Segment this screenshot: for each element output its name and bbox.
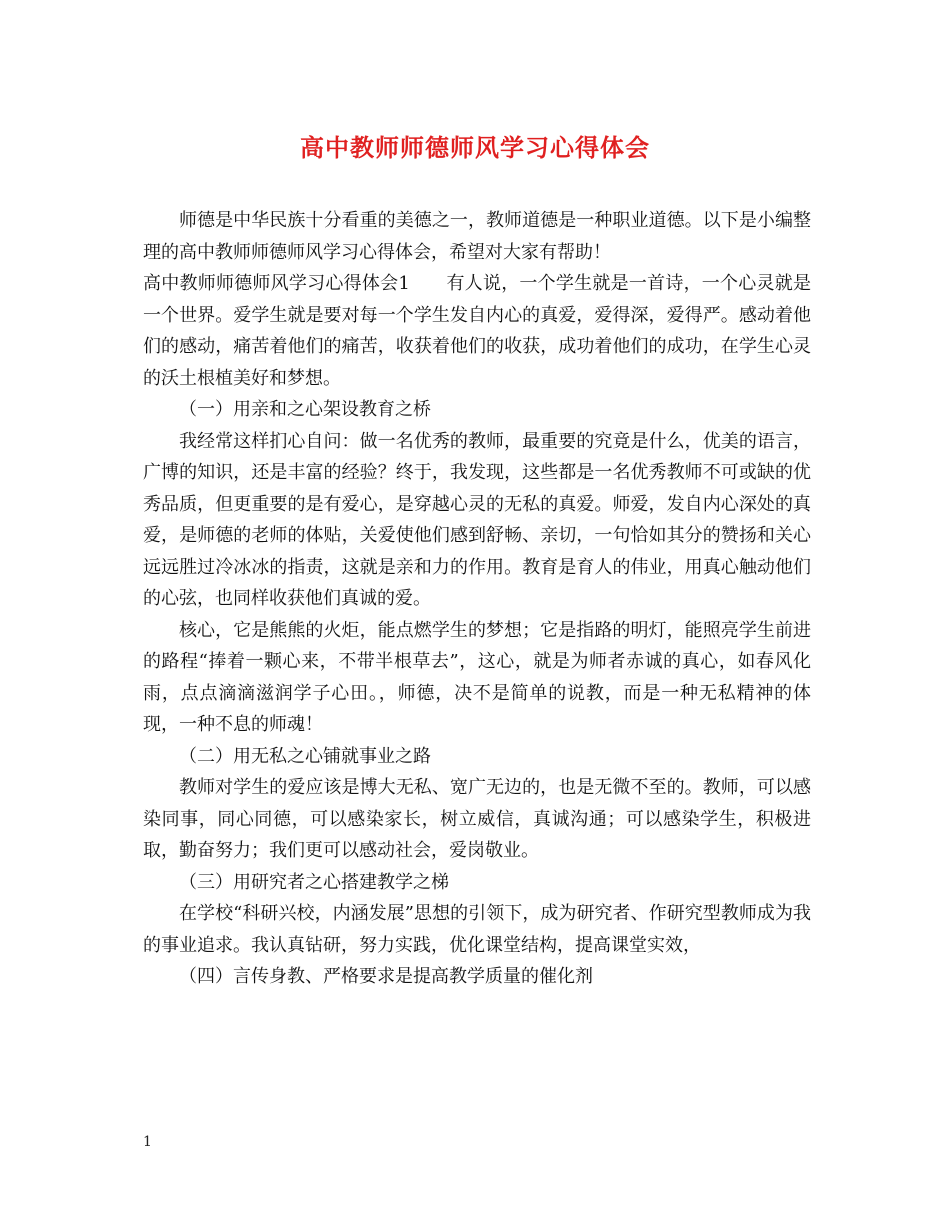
section-heading-2: （二）用无私之心铺就事业之路 (179, 745, 431, 767)
section-heading-1: （一）用亲和之心架设教育之桥 (179, 399, 431, 420)
body-paragraph-4: 在学校“科研兴校，内涵发展”思想的引领下，成为研究者、作研究型教师成为我的事业追求。我认真钻研，努力实践，优化课堂结构，提高课堂实效， (143, 903, 811, 956)
document-body (143, 205, 811, 993)
intro-paragraph: 师德是中华民族十分看重的美德之一，教师道德是一种职业道德。以下是小编整理的高中教师师德师风学习心得体会，希望对大家有帮助！ (143, 210, 811, 263)
document-title: 高中教师师德师风学习心得体会 (300, 133, 650, 162)
body-paragraph-2: 核心，它是熊熊的火炬，能点燃学生的梦想；它是指路的明灯，能照亮学生前进的路程“捧着一颗心来，不带半根草去”，这心，就是为师者赤诚的真心，如春风化雨，点点滴滴滋润学子心田。，师德，决不是简单的说教，而是一种无私精神的体现，一种不息的师魂！ (143, 619, 811, 735)
section-heading-4: （四）言传身教、严格要求是提高教学质量的催化剂 (179, 966, 593, 987)
page-number: 1 (143, 1134, 152, 1150)
section-heading-3: （三）用研究者之心搭建教学之梯 (179, 871, 449, 893)
body-paragraph-3: 教师对学生的爱应该是博大无私、宽广无边的，也是无微不至的。教师，可以感染同事，同心同德，可以感染家长，树立威信，真诚沟通；可以感染学生，积极进取，勤奋努力；我们更可以感动社会，爱岗敬业。 (143, 777, 811, 861)
section1-lead-paragraph: 高中教师师德师风学习心得体会1 有人说，一个学生就是一首诗，一个心灵就是一个世界。爱学生就是要对每一个学生发自内心的真爱，爱得深，爱得严。感动着他们的感动，痛苦着他们的痛苦，收获着他们的收获，成功着他们的成功，在学生心灵的沃土根植美好和梦想。 (143, 273, 811, 389)
body-paragraph-1: 我经常这样扪心自问：做一名优秀的教师，最重要的究竟是什么，优美的语言，广博的知识，还是丰富的经验？终于，我发现，这些都是一名优秀教师不可或缺的优秀品质，但更重要的是有爱心，是穿越心灵的无私的真爱。师爱，发自内心深处的真爱，是师德的老师的体贴，关爱使他们感到舒畅、亲切，一句恰如其分的赞扬和关心远远胜过冷冰冰的指责，这就是亲和力的作用。教育是育人的伟业，用真心触动他们的心弦，也同样收获他们真诚的爱。 (143, 430, 811, 609)
